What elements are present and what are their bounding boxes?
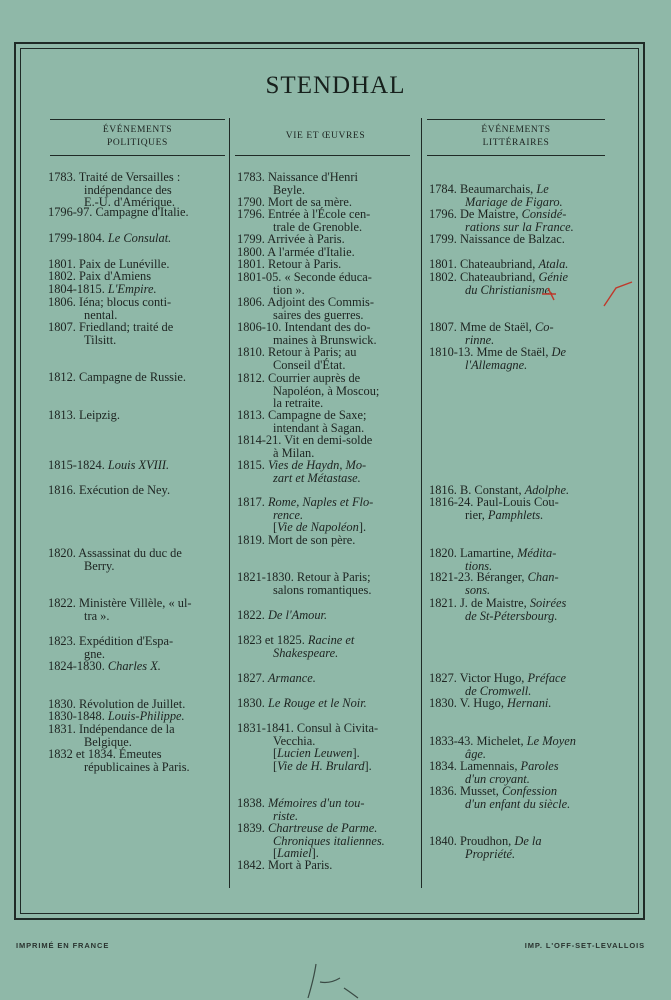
footer-printer: IMP. L'OFF-SET-LEVALLOIS xyxy=(524,941,645,950)
middle-entry xyxy=(237,534,415,547)
entry-line: saires des guerres. xyxy=(273,307,364,322)
entry-line: indépendance des xyxy=(84,182,172,197)
pencil-mark xyxy=(540,278,640,308)
entry-line: 1813. Leipzig. xyxy=(48,408,120,422)
entry-line: 1801. Retour à Paris. xyxy=(237,257,342,271)
right-header-rule xyxy=(427,119,605,120)
entry-line: 1812. Campagne de Russie. xyxy=(48,370,186,384)
entry-line: âge. xyxy=(465,746,486,761)
right-entry xyxy=(429,547,607,572)
entry-line: 1824-1830. Charles X. xyxy=(48,659,161,673)
entry-line: la retraite. xyxy=(273,396,324,411)
entry-line: 1812. Courrier auprès de xyxy=(237,371,361,385)
entry-line: 1816-24. Paul-Louis Cou- xyxy=(429,495,559,509)
entry-line: 1827. Armance. xyxy=(237,671,316,685)
left-entry xyxy=(48,321,224,346)
entry-line: 1821. J. de Maistre, Soirées xyxy=(429,596,567,610)
right-entry xyxy=(429,346,607,371)
entry-line: 1816. B. Constant, Adolphe. xyxy=(429,483,570,497)
entry-line: 1806. Adjoint des Commis- xyxy=(237,295,374,309)
left-entry xyxy=(48,409,224,422)
left-entry xyxy=(48,748,224,773)
right-entry xyxy=(429,785,607,810)
page-title: STENDHAL xyxy=(265,72,406,99)
middle-entry xyxy=(237,372,415,410)
entry-line: [Vie de Napoléon]. xyxy=(273,520,367,535)
middle-entry xyxy=(237,571,415,596)
left-entry xyxy=(48,723,224,748)
right-entry xyxy=(429,735,607,760)
entry-line: trale de Grenoble. xyxy=(273,219,363,234)
middle-entry xyxy=(237,409,415,434)
entry-line: l'Allemagne. xyxy=(465,357,528,372)
right-header-line-1: ÉVÉNEMENTS xyxy=(481,125,551,135)
middle-column-rule xyxy=(235,155,410,156)
entry-line: de St-Pétersbourg. xyxy=(465,608,558,623)
entry-line: 1822. Ministère Villèle, « ul- xyxy=(48,596,192,610)
middle-entry xyxy=(237,271,415,296)
right-entry xyxy=(429,496,607,521)
middle-entry xyxy=(237,822,415,860)
entry-line: 1817. Rome, Naples et Flo- xyxy=(237,495,374,509)
entry-line: Berry. xyxy=(84,558,115,573)
entry-line: 1799. Naissance de Balzac. xyxy=(429,232,565,246)
entry-line: 1796. Entrée à l'École cen- xyxy=(237,207,371,221)
entry-line: maines à Brunswick. xyxy=(273,332,377,347)
entry-line: 1815-1824. Louis XVIII. xyxy=(48,458,170,472)
entry-line: 1820. Lamartine, Médita- xyxy=(429,546,557,560)
entry-line: Chroniques italiennes. xyxy=(273,833,385,848)
entry-line: 1799-1804. Le Consulat. xyxy=(48,231,172,245)
middle-entry xyxy=(237,434,415,459)
entry-line: 1821-1830. Retour à Paris; xyxy=(237,570,371,584)
entry-line: Napoléon, à Moscou; xyxy=(273,383,380,398)
entry-line: 1834. Lamennais, Paroles xyxy=(429,759,559,773)
middle-entry xyxy=(237,672,415,685)
entry-line: 1807. Mme de Staël, Co- xyxy=(429,320,554,334)
entry-line: Tilsitt. xyxy=(84,332,117,347)
right-column-header xyxy=(427,124,605,150)
right-entry xyxy=(429,760,607,785)
middle-entry xyxy=(237,459,415,484)
middle-entry xyxy=(237,321,415,346)
entry-line: 1802. Paix d'Amiens xyxy=(48,269,152,283)
left-entry xyxy=(48,635,224,660)
entry-line: 1783. Naissance d'Henri xyxy=(237,170,358,184)
middle-entry xyxy=(237,496,415,534)
entry-line: 1813. Campagne de Saxe; xyxy=(237,408,367,422)
entry-line: 1831-1841. Consul à Civita- xyxy=(237,721,379,735)
entry-line: 1801. Paix de Lunéville. xyxy=(48,257,170,271)
middle-header-line: VIE ET ŒUVRES xyxy=(285,131,366,141)
left-entry xyxy=(48,296,224,321)
left-entry xyxy=(48,484,224,497)
entry-line: tra ». xyxy=(84,608,110,623)
entry-line: nental. xyxy=(84,307,118,322)
entry-line: 1806. Iéna; blocus conti- xyxy=(48,295,172,309)
middle-entry xyxy=(237,722,415,772)
middle-entry xyxy=(237,859,415,872)
entry-line: 1832 et 1834. Émeutes xyxy=(48,747,162,761)
left-entry xyxy=(48,283,224,296)
middle-entry xyxy=(237,634,415,659)
right-entry xyxy=(429,183,607,208)
entry-line: 1831. Indépendance de la xyxy=(48,722,175,736)
entry-line: tion ». xyxy=(273,282,305,297)
left-column-rule xyxy=(50,155,225,156)
middle-entry xyxy=(237,609,415,622)
entry-line: 1820. Assassinat du duc de xyxy=(48,546,182,560)
right-entry xyxy=(429,258,607,271)
pencil-scribble xyxy=(300,958,380,1000)
entry-line: 1796. De Maistre, Considé- xyxy=(429,207,567,221)
middle-column-header xyxy=(233,130,418,143)
column-divider-1 xyxy=(229,118,230,888)
entry-line: d'un enfant du siècle. xyxy=(465,796,571,811)
entry-line: riste. xyxy=(273,808,299,823)
middle-entry xyxy=(237,233,415,246)
entry-line: 1819. Mort de son père. xyxy=(237,533,356,547)
entry-line: de Cromwell. xyxy=(465,683,532,698)
right-entry xyxy=(429,321,607,346)
entry-line: 1799. Arrivée à Paris. xyxy=(237,232,345,246)
entry-line: 1807. Friedland; traité de xyxy=(48,320,174,334)
entry-line: à Milan. xyxy=(273,445,315,460)
left-entry xyxy=(48,206,224,219)
middle-entry xyxy=(237,208,415,233)
left-header-line-2: POLITIQUES xyxy=(107,138,168,148)
left-header-line-1: ÉVÉNEMENTS xyxy=(102,125,173,135)
entry-line: d'un croyant. xyxy=(465,771,530,786)
left-header-rule xyxy=(50,119,225,120)
middle-entry xyxy=(237,797,415,822)
entry-line: 1842. Mort à Paris. xyxy=(237,858,333,872)
left-entry xyxy=(48,710,224,723)
entry-line: [Vie de H. Brulard]. xyxy=(273,758,372,773)
entry-line: 1830. Le Rouge et le Noir. xyxy=(237,696,367,710)
right-entry xyxy=(429,597,607,622)
entry-line: 1783. Traité de Versailles : xyxy=(48,170,181,184)
entry-line: 1814-21. Vit en demi-solde xyxy=(237,433,373,447)
left-entry xyxy=(48,171,224,209)
left-entry xyxy=(48,597,224,622)
left-entry xyxy=(48,459,224,472)
entry-line: Mariage de Figaro. xyxy=(465,194,563,209)
entry-line: tions. xyxy=(465,558,493,573)
entry-line: Belgique. xyxy=(84,734,132,749)
entry-line: rence. xyxy=(273,507,304,522)
entry-line: 1796-97. Campagne d'Italie. xyxy=(48,205,189,219)
entry-line: intendant à Sagan. xyxy=(273,420,365,435)
entry-line: 1823 et 1825. Racine et xyxy=(237,633,355,647)
right-entry xyxy=(429,233,607,246)
left-entry xyxy=(48,371,224,384)
right-entry xyxy=(429,208,607,233)
entry-line: 1801. Chateaubriand, Atala. xyxy=(429,257,569,271)
left-column-header xyxy=(50,124,225,150)
entry-line: républicaines à Paris. xyxy=(84,759,190,774)
entry-line: 1838. Mémoires d'un tou- xyxy=(237,796,365,810)
entry-line: 1784. Beaumarchais, Le xyxy=(429,182,549,196)
right-entry xyxy=(429,697,607,710)
column-divider-2 xyxy=(421,118,422,888)
entry-line: Beyle. xyxy=(273,182,305,197)
middle-entry xyxy=(237,296,415,321)
footer-printed-in: IMPRIMÉ EN FRANCE xyxy=(16,941,110,950)
left-entry xyxy=(48,547,224,572)
entry-line: 1810-13. Mme de Staël, De xyxy=(429,345,566,359)
entry-line: gne. xyxy=(84,646,105,661)
entry-line: 1836. Musset, Confession xyxy=(429,784,558,798)
entry-line: 1816. Exécution de Ney. xyxy=(48,483,171,497)
right-header-line-2: LITTÉRAIRES xyxy=(482,138,550,148)
entry-line: 1827. Victor Hugo, Préface xyxy=(429,671,567,685)
entry-line: Shakespeare. xyxy=(273,645,339,660)
entry-line: [Lamiel]. xyxy=(273,846,319,861)
middle-entry xyxy=(237,346,415,371)
left-entry xyxy=(48,232,224,245)
entry-line: salons romantiques. xyxy=(273,582,372,597)
right-column-rule xyxy=(427,155,605,156)
entry-line: E.-U. d'Amérique. xyxy=(84,195,176,210)
entry-line: 1804-1815. L'Empire. xyxy=(48,282,157,296)
entry-line: 1833-43. Michelet, Le Moyen xyxy=(429,734,576,748)
entry-line: Conseil d'État. xyxy=(273,357,346,372)
entry-line: 1815. Vies de Haydn, Mo- xyxy=(237,458,367,472)
entry-line: 1830. V. Hugo, Hernani. xyxy=(429,696,552,710)
right-entry xyxy=(429,835,607,860)
entry-line: du Christianisme. xyxy=(465,282,554,297)
entry-line: 1806-10. Intendant des do- xyxy=(237,320,371,334)
entry-line: 1801-05. « Seconde éduca- xyxy=(237,270,372,284)
entry-line: 1830. Révolution de Juillet. xyxy=(48,697,186,711)
entry-line: 1821-23. Béranger, Chan- xyxy=(429,570,559,584)
entry-line: 1790. Mort de sa mère. xyxy=(237,195,352,209)
entry-line: Vecchia. xyxy=(273,733,316,748)
entry-line: Propriété. xyxy=(465,846,516,861)
entry-line: [Lucien Leuwen]. xyxy=(273,746,360,761)
entry-line: 1830-1848. Louis-Philippe. xyxy=(48,709,185,723)
left-entry xyxy=(48,270,224,283)
entry-line: rier, Pamphlets. xyxy=(465,507,544,522)
entry-line: rinne. xyxy=(465,332,495,347)
middle-entry xyxy=(237,697,415,710)
right-entry xyxy=(429,571,607,596)
entry-line: 1839. Chartreuse de Parme. xyxy=(237,821,378,835)
middle-entry xyxy=(237,258,415,271)
entry-line: rations sur la France. xyxy=(465,219,574,234)
left-entry xyxy=(48,660,224,673)
entry-line: sons. xyxy=(465,582,491,597)
middle-entry xyxy=(237,171,415,196)
entry-line: 1823. Expédition d'Espa- xyxy=(48,634,174,648)
right-entry xyxy=(429,672,607,697)
entry-line: 1822. De l'Amour. xyxy=(237,608,328,622)
entry-line: 1802. Chateaubriand, Génie xyxy=(429,270,569,284)
entry-line: 1810. Retour à Paris; au xyxy=(237,345,357,359)
entry-line: zart et Métastase. xyxy=(273,470,361,485)
entry-line: 1840. Proudhon, De la xyxy=(429,834,542,848)
entry-line: 1800. A l'armée d'Italie. xyxy=(237,245,355,259)
